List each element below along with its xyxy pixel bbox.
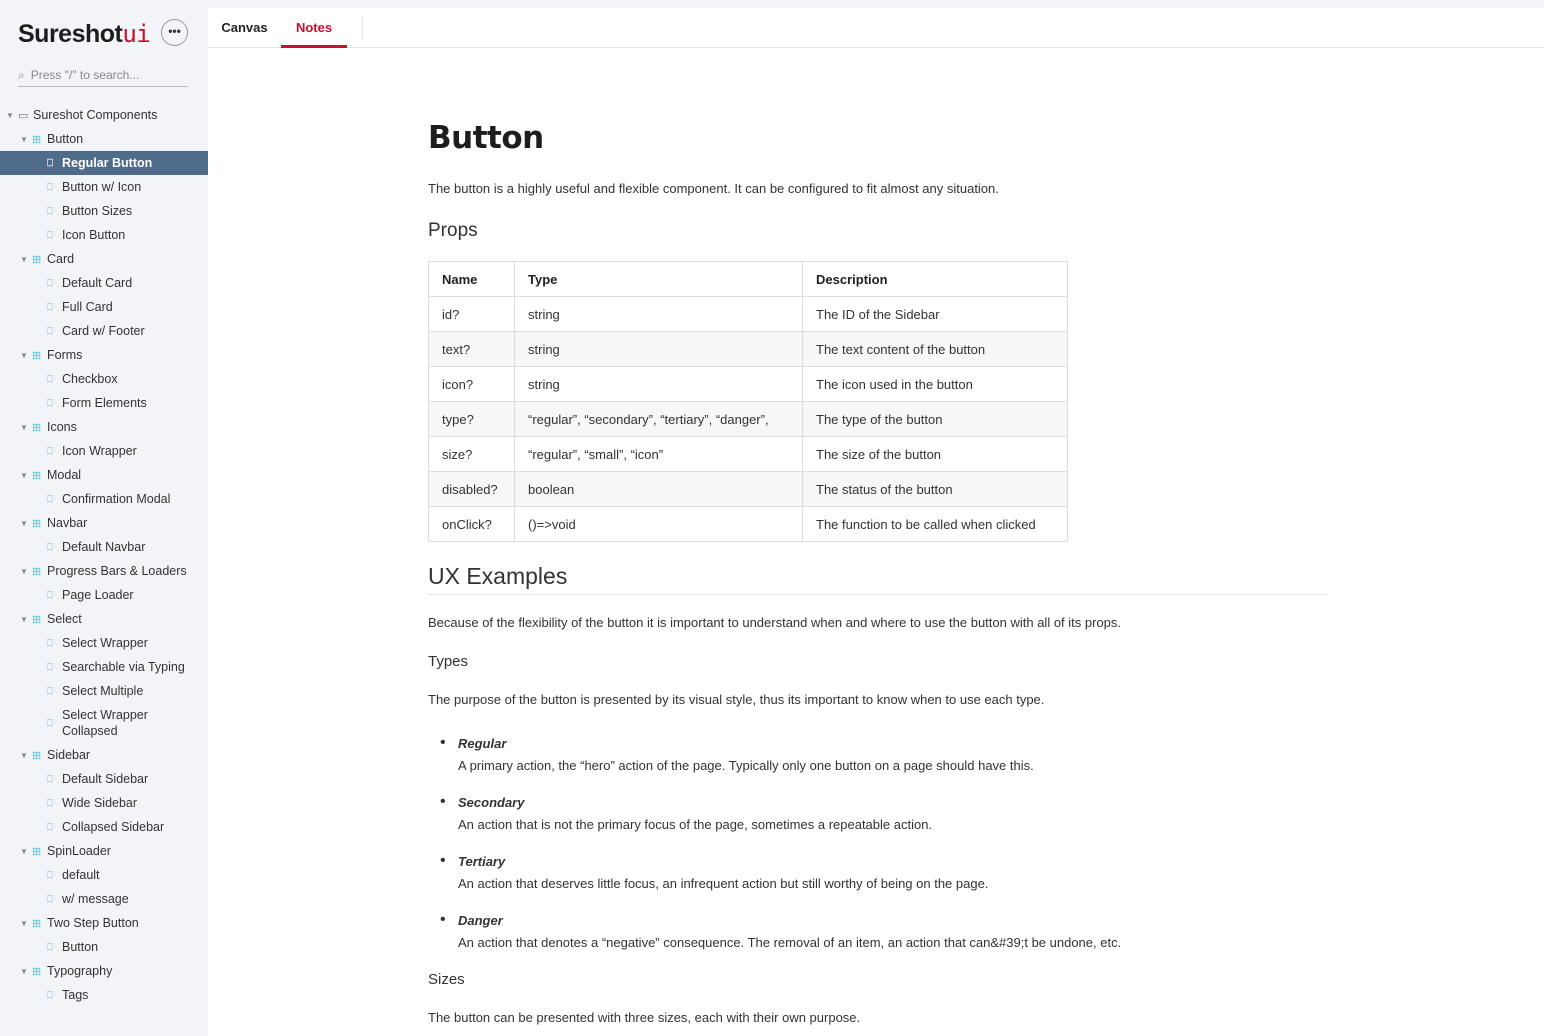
prop-type: ()=>void bbox=[515, 507, 803, 542]
tree-item-label: Regular Button bbox=[62, 156, 153, 170]
bookmark-icon: ⎕ bbox=[47, 821, 53, 833]
tab-canvas[interactable]: Canvas bbox=[221, 20, 268, 35]
prop-type: string bbox=[515, 367, 803, 402]
tree-item-label: Page Loader bbox=[62, 588, 134, 602]
divider bbox=[362, 16, 363, 40]
tree-item[interactable] bbox=[0, 343, 208, 367]
tree-item[interactable] bbox=[0, 127, 208, 151]
bookmark-icon: ⎕ bbox=[47, 541, 53, 553]
caret-down-icon[interactable]: ▼ bbox=[20, 918, 28, 928]
bullet: • bbox=[440, 852, 446, 869]
tree-item-label: Two Step Button bbox=[47, 916, 139, 930]
col-description: Description bbox=[803, 262, 1068, 297]
tree-item-label: Icons bbox=[47, 420, 77, 434]
tree-item-label: Collapsed Sidebar bbox=[62, 820, 165, 834]
search-icon: ⌕ bbox=[18, 67, 25, 82]
tree-item[interactable] bbox=[0, 815, 208, 839]
ellipsis-icon: ••• bbox=[168, 24, 181, 38]
sizes-heading: Sizes bbox=[428, 971, 465, 988]
tree-item[interactable] bbox=[0, 863, 208, 887]
tree-item[interactable] bbox=[0, 199, 208, 223]
props-table bbox=[428, 261, 1068, 542]
tree-item-label: Select bbox=[47, 612, 82, 626]
search-placeholder: Press "/" to search... bbox=[30, 68, 140, 82]
tree-item-label: w/ message bbox=[62, 892, 129, 906]
component-icon: ⊞ bbox=[32, 845, 42, 858]
bookmark-icon: ⎕ bbox=[47, 717, 53, 729]
component-icon: ⊞ bbox=[32, 565, 42, 578]
type-name: Danger bbox=[458, 913, 503, 928]
table-row bbox=[429, 332, 1068, 367]
tree-item-label: Confirmation Modal bbox=[62, 492, 171, 506]
bullet: • bbox=[440, 734, 446, 751]
tree-item[interactable] bbox=[0, 791, 208, 815]
tree-item-label: Default Card bbox=[62, 276, 133, 290]
tree-item-label: Button bbox=[47, 132, 84, 146]
caret-down-icon[interactable]: ▼ bbox=[6, 110, 14, 120]
tree-item-label: Button w/ Icon bbox=[62, 180, 142, 194]
tree-item-label: Select Wrapper Collapsed bbox=[62, 708, 148, 738]
prop-description: The status of the button bbox=[803, 472, 1068, 507]
tree-item[interactable] bbox=[0, 703, 208, 743]
bookmark-icon: ⎕ bbox=[47, 661, 53, 673]
tree-item-label: Searchable via Typing bbox=[62, 660, 185, 674]
tree-item[interactable] bbox=[0, 983, 208, 1007]
tree-item[interactable] bbox=[0, 679, 208, 703]
tree-item[interactable] bbox=[0, 583, 208, 607]
tree-item-label: Navbar bbox=[47, 516, 88, 530]
tree-item-label: Progress Bars & Loaders bbox=[47, 564, 187, 578]
bookmark-icon: ⎕ bbox=[47, 493, 53, 505]
component-icon: ⊞ bbox=[32, 421, 42, 434]
prop-description: The type of the button bbox=[803, 402, 1068, 437]
component-icon: ⊞ bbox=[32, 133, 42, 146]
tree-item[interactable] bbox=[0, 223, 208, 247]
tree-item[interactable] bbox=[0, 103, 208, 127]
caret-down-icon[interactable]: ▼ bbox=[20, 750, 28, 760]
component-icon: ⊞ bbox=[32, 965, 42, 978]
prop-type: string bbox=[515, 297, 803, 332]
caret-down-icon[interactable]: ▼ bbox=[20, 846, 28, 856]
component-icon: ⊞ bbox=[32, 613, 42, 626]
tree-item[interactable] bbox=[0, 319, 208, 343]
tree-item[interactable] bbox=[0, 839, 208, 863]
tree-item[interactable] bbox=[0, 271, 208, 295]
caret-down-icon[interactable]: ▼ bbox=[20, 470, 28, 480]
sizes-intro: The button can be presented with three sizes, each with their own purpose. bbox=[428, 1010, 861, 1025]
tree-item-label: Form Elements bbox=[62, 396, 147, 410]
prop-description: The size of the button bbox=[803, 437, 1068, 472]
table-row bbox=[429, 367, 1068, 402]
tree-item[interactable] bbox=[0, 559, 208, 583]
tree-item[interactable] bbox=[0, 511, 208, 535]
col-type: Type bbox=[515, 262, 803, 297]
tree-item-label: default bbox=[62, 868, 100, 882]
tree-item[interactable] bbox=[0, 151, 208, 175]
tree-item[interactable] bbox=[0, 607, 208, 631]
tree-item[interactable] bbox=[0, 487, 208, 511]
bookmark-icon: ⎕ bbox=[47, 373, 53, 385]
tree-item-label: Checkbox bbox=[62, 372, 118, 386]
tree-item-label: SpinLoader bbox=[47, 844, 111, 858]
logo-suffix: ui bbox=[122, 20, 151, 48]
bookmark-icon: ⎕ bbox=[47, 181, 53, 193]
tree-item[interactable] bbox=[0, 247, 208, 271]
type-name: Secondary bbox=[458, 795, 525, 810]
bookmark-icon: ⎕ bbox=[47, 685, 53, 697]
main-panel bbox=[208, 8, 1544, 1036]
caret-down-icon[interactable]: ▼ bbox=[20, 966, 28, 976]
caret-down-icon[interactable]: ▼ bbox=[20, 134, 28, 144]
bookmark-icon: ⎕ bbox=[47, 869, 53, 881]
tree-item[interactable] bbox=[0, 439, 208, 463]
bookmark-icon: ⎕ bbox=[47, 205, 53, 217]
tree-item-label: Forms bbox=[47, 348, 83, 362]
tree-item[interactable] bbox=[0, 463, 208, 487]
tree-item-label: Card bbox=[47, 252, 75, 266]
bookmark-icon: ⎕ bbox=[47, 637, 53, 649]
bookmark-icon: ⎕ bbox=[47, 989, 53, 1001]
tree-item-label: Button bbox=[62, 940, 99, 954]
caret-down-icon[interactable]: ▼ bbox=[20, 422, 28, 432]
types-heading: Types bbox=[428, 653, 469, 670]
component-icon: ⊞ bbox=[32, 749, 42, 762]
tree-item-label: Default Sidebar bbox=[62, 772, 149, 786]
bookmark-icon: ⎕ bbox=[47, 157, 53, 169]
caret-down-icon[interactable]: ▼ bbox=[20, 518, 28, 528]
tab-bar bbox=[208, 8, 1544, 48]
bookmark-icon: ⎕ bbox=[47, 397, 53, 409]
prop-description: The text content of the button bbox=[803, 332, 1068, 367]
type-description: An action that denotes a “negative” consequence. The removal of an item, an action that can&#39;t be undone, etc. bbox=[458, 935, 1122, 950]
component-icon: ⊞ bbox=[32, 917, 42, 930]
prop-type: boolean bbox=[515, 472, 803, 507]
tree-item-label: Select Multiple bbox=[62, 684, 144, 698]
prop-name: size? bbox=[429, 437, 515, 472]
logo bbox=[18, 20, 150, 49]
bookmark-icon: ⎕ bbox=[47, 301, 53, 313]
bullet: • bbox=[440, 793, 446, 810]
type-description: An action that is not the primary focus of the page, sometimes a repeatable action. bbox=[458, 817, 933, 832]
caret-down-icon[interactable]: ▼ bbox=[20, 350, 28, 360]
intro-text: The button is a highly useful and flexible component. It can be configured to fit almost any situation. bbox=[428, 181, 999, 196]
tree-item-label: Sureshot Components bbox=[33, 108, 158, 122]
tree-item[interactable] bbox=[0, 391, 208, 415]
tree-item-label: Wide Sidebar bbox=[62, 796, 138, 810]
table-row bbox=[429, 402, 1068, 437]
folder-icon: ▭ bbox=[18, 109, 29, 122]
tree-item[interactable] bbox=[0, 631, 208, 655]
caret-down-icon[interactable]: ▼ bbox=[20, 566, 28, 576]
prop-description: The ID of the Sidebar bbox=[803, 297, 1068, 332]
tree-item[interactable] bbox=[0, 367, 208, 391]
search-input[interactable] bbox=[18, 64, 188, 87]
table-row bbox=[429, 437, 1068, 472]
bookmark-icon: ⎕ bbox=[47, 325, 53, 337]
tree-item-label: Tags bbox=[62, 988, 89, 1002]
tree-item-label: Icon Button bbox=[62, 228, 126, 242]
type-description: An action that deserves little focus, an infrequent action but still worthy of being on the page. bbox=[458, 876, 989, 891]
ux-heading: UX Examples bbox=[428, 563, 1328, 595]
tree-item[interactable] bbox=[0, 935, 208, 959]
bookmark-icon: ⎕ bbox=[47, 941, 53, 953]
caret-down-icon[interactable]: ▼ bbox=[20, 614, 28, 624]
table-row bbox=[429, 472, 1068, 507]
tree-item-label: Modal bbox=[47, 468, 82, 482]
tree-item[interactable] bbox=[0, 959, 208, 983]
prop-type: “regular”, “secondary”, “tertiary”, “danger”, bbox=[515, 402, 803, 437]
bullet: • bbox=[440, 911, 446, 928]
component-icon: ⊞ bbox=[32, 349, 42, 362]
component-icon: ⊞ bbox=[32, 253, 42, 266]
tab-notes[interactable]: Notes bbox=[281, 8, 347, 48]
tree-item-label: Full Card bbox=[62, 300, 113, 314]
props-heading: Props bbox=[428, 220, 478, 241]
types-intro: The purpose of the button is presented by its visual style, thus its important to know when to use each type. bbox=[428, 692, 1045, 707]
prop-name: icon? bbox=[429, 367, 515, 402]
prop-description: The icon used in the button bbox=[803, 367, 1068, 402]
tree-item-label: Icon Wrapper bbox=[62, 444, 137, 458]
caret-down-icon[interactable]: ▼ bbox=[20, 254, 28, 264]
logo-text: Sureshot bbox=[18, 20, 123, 48]
tree-item[interactable] bbox=[0, 743, 208, 767]
prop-type: “regular”, “small”, “icon” bbox=[515, 437, 803, 472]
tree-item[interactable] bbox=[0, 295, 208, 319]
tree-item-label: Card w/ Footer bbox=[62, 324, 145, 338]
tree-item[interactable] bbox=[0, 767, 208, 791]
prop-name: onClick? bbox=[429, 507, 515, 542]
bookmark-icon: ⎕ bbox=[47, 589, 53, 601]
component-tree bbox=[0, 103, 208, 1007]
page-title: Button bbox=[428, 120, 544, 156]
tree-item[interactable] bbox=[0, 535, 208, 559]
tree-item-label: Select Wrapper bbox=[62, 636, 148, 650]
bookmark-icon: ⎕ bbox=[47, 229, 53, 241]
sidebar bbox=[0, 0, 208, 1036]
tree-item-label: Default Navbar bbox=[62, 540, 146, 554]
bookmark-icon: ⎕ bbox=[47, 797, 53, 809]
prop-name: disabled? bbox=[429, 472, 515, 507]
tree-item[interactable] bbox=[0, 887, 208, 911]
bookmark-icon: ⎕ bbox=[47, 445, 53, 457]
type-description: A primary action, the “hero” action of the page. Typically only one button on a page should have this. bbox=[458, 758, 1034, 773]
bookmark-icon: ⎕ bbox=[47, 277, 53, 289]
table-row bbox=[429, 507, 1068, 542]
tree-item[interactable] bbox=[0, 655, 208, 679]
tree-item-label: Sidebar bbox=[47, 748, 91, 762]
prop-name: text? bbox=[429, 332, 515, 367]
more-options-button[interactable] bbox=[161, 19, 188, 46]
ux-intro: Because of the flexibility of the button it is important to understand when and where to use the button with all of its props. bbox=[428, 615, 1122, 630]
type-name: Tertiary bbox=[458, 854, 506, 869]
prop-type: string bbox=[515, 332, 803, 367]
type-name: Regular bbox=[458, 736, 507, 751]
tree-item[interactable] bbox=[0, 911, 208, 935]
bookmark-icon: ⎕ bbox=[47, 773, 53, 785]
component-icon: ⊞ bbox=[32, 469, 42, 482]
prop-name: type? bbox=[429, 402, 515, 437]
bookmark-icon: ⎕ bbox=[47, 893, 53, 905]
tree-item[interactable] bbox=[0, 415, 208, 439]
tree-item-label: Button Sizes bbox=[62, 204, 133, 218]
table-row bbox=[429, 297, 1068, 332]
prop-description: The function to be called when clicked bbox=[803, 507, 1068, 542]
component-icon: ⊞ bbox=[32, 517, 42, 530]
tree-item[interactable] bbox=[0, 175, 208, 199]
col-name: Name bbox=[429, 262, 515, 297]
tree-item-label: Typography bbox=[47, 964, 113, 978]
prop-name: id? bbox=[429, 297, 515, 332]
